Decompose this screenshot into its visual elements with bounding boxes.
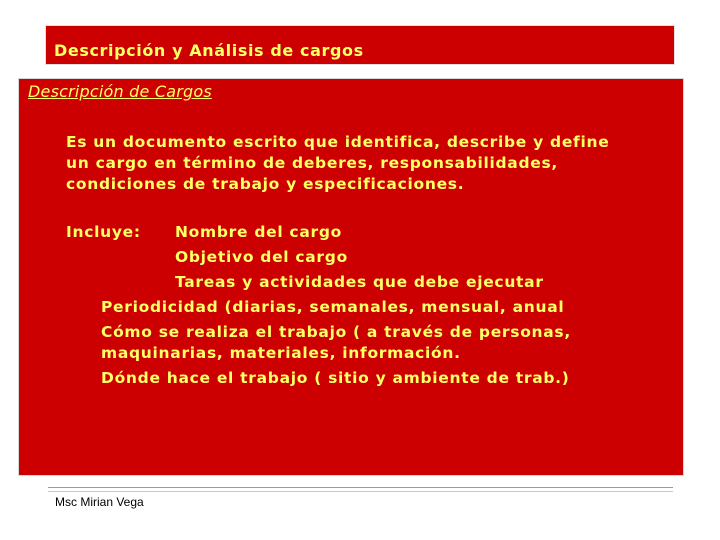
footer-divider — [48, 487, 673, 488]
includes-item: Objetivo del cargo — [175, 248, 348, 266]
extra-line: Periodicidad (diarias, semanales, mensual, anual — [101, 298, 565, 316]
footer-divider — [48, 491, 673, 492]
extra-line: maquinarias, materiales, información. — [101, 344, 461, 362]
extra-line: Cómo se realiza el trabajo ( a través de personas, — [101, 323, 571, 341]
section-heading: Descripción de Cargos — [28, 82, 212, 101]
includes-item: Tareas y actividades que debe ejecutar — [175, 273, 544, 291]
content-panel — [18, 78, 684, 476]
footer-author: Msc Mirian Vega — [55, 495, 144, 509]
slide-title: Descripción y Análisis de cargos — [54, 41, 364, 60]
extra-line: Dónde hace el trabajo ( sitio y ambiente de trab.) — [101, 369, 570, 387]
includes-label: Incluye: — [66, 223, 141, 241]
includes-item: Nombre del cargo — [175, 223, 342, 241]
slide-title-bar — [45, 25, 675, 65]
description-paragraph: Es un documento escrito que identifica, describe y define un cargo en término de deberes, responsabilidades, condiciones de trabajo y especificaciones. — [66, 133, 610, 193]
